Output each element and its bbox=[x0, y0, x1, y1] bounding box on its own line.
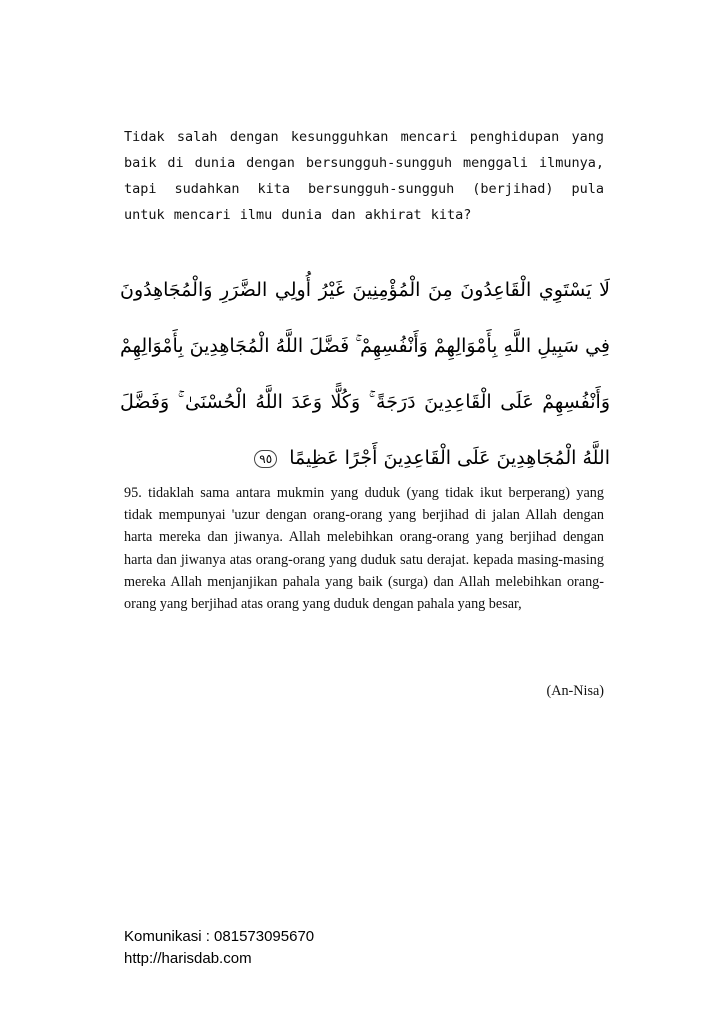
footer bbox=[124, 926, 424, 970]
website-line: http://harisdab.com bbox=[124, 950, 252, 967]
arabic-verse-text: لَا يَسْتَوِي الْقَاعِدُونَ مِنَ الْمُؤْمِنِينَ غَيْرُ أُولِي الضَّرَرِ وَالْمُجَاهِدُونَ فِي سَبِيلِ اللَّهِ بِأَمْوَالِهِمْ وَأَنْفُسِهِمْ ۚ فَضَّلَ اللَّهُ الْمُجَاهِدِينَ بِأَمْوَالِهِمْ وَأَنْفُسِهِمْ عَلَى الْقَاعِدِينَ دَرَجَةً ۚ وَكُلًّا وَعَدَ اللَّهُ الْحُسْنَىٰ ۚ وَفَضَّلَ اللَّهُ الْمُجَاهِدِينَ عَلَى الْقَاعِدِينَ أَجْرًا عَظِيمًا bbox=[120, 279, 610, 469]
ayah-number-mark: ٩٥ bbox=[254, 450, 277, 468]
intro-paragraph: Tidak salah dengan kesungguhkan mencari penghidupan yang baik di dunia dengan bersungguh-sungguh menggali ilmunya, tapi sudahkan kita bersungguh-sungguh (berjihad) pula untuk mencari ilmu dunia dan akhirat kita? bbox=[124, 129, 604, 223]
arabic-verse-block bbox=[120, 262, 610, 486]
contact-line: Komunikasi : 081573095670 bbox=[124, 928, 315, 945]
verse-source: (An-Nisa) bbox=[546, 683, 604, 699]
translation-paragraph: 95. tidaklah sama antara mukmin yang duduk (yang tidak ikut berperang) yang tidak mempunyai 'uzur dengan orang-orang yang berjihad di jalan Allah dengan harta mereka dan jiwanya. Allah melebihkan orang-orang yang berjihad dengan harta dan jiwanya atas orang-orang yang duduk satu derajat. kepada masing-masing mereka Allah menjanjikan pahala yang baik (surga) dan Allah melebihkan orang-orang yang berjihad atas orang yang duduk dengan pahala yang besar, bbox=[124, 485, 604, 613]
